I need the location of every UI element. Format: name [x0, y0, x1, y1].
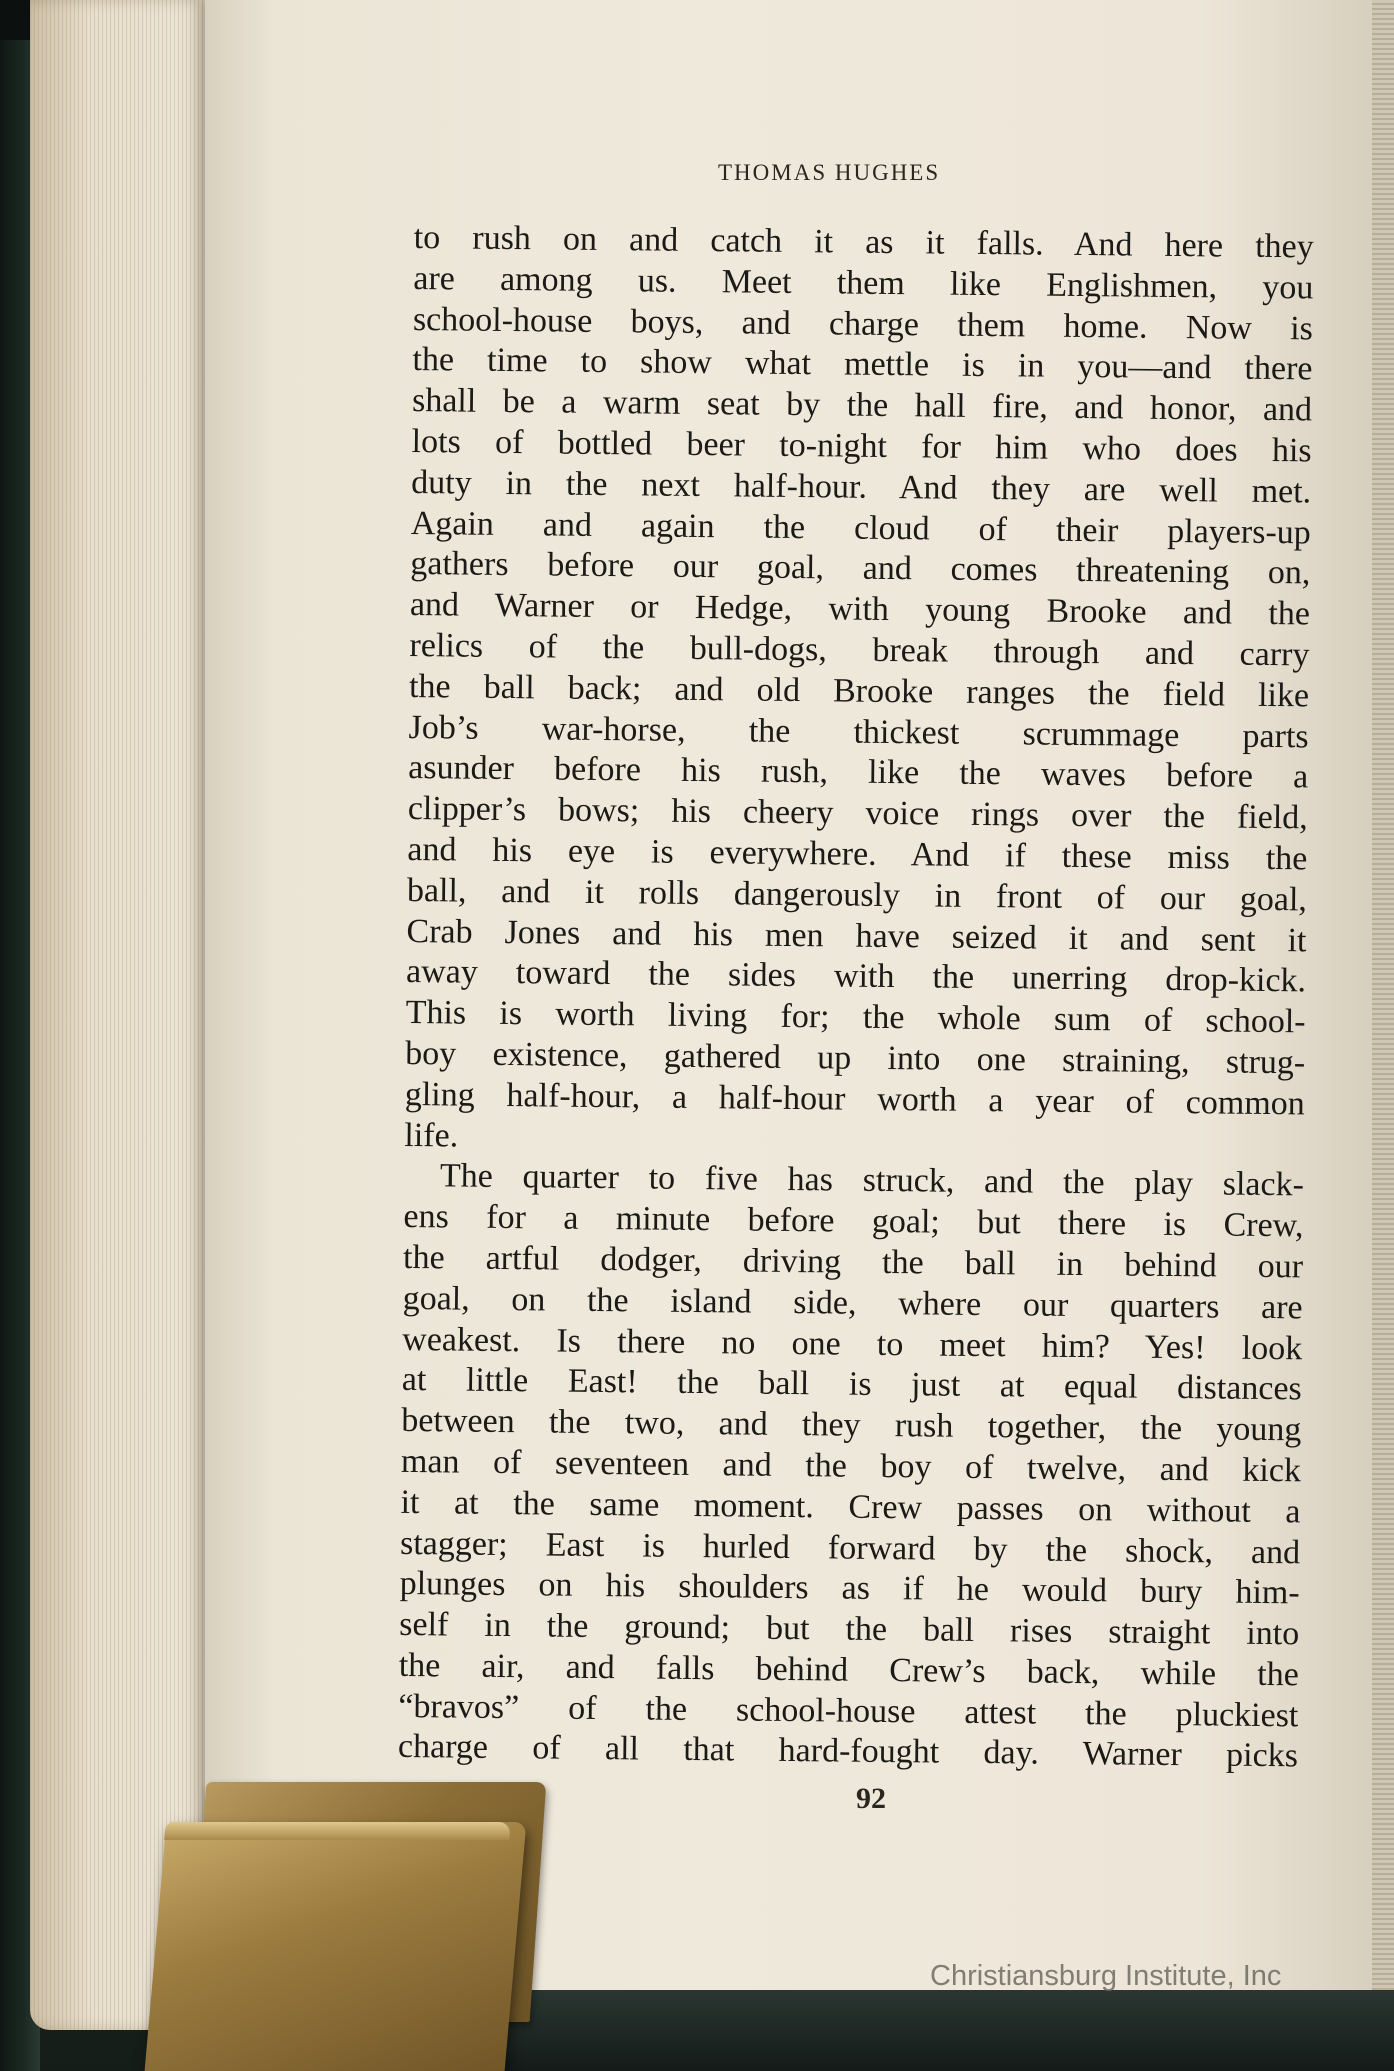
text-line: the ball back; and old Brooke ranges the field like [408, 667, 1310, 715]
bookstand-clip-front [144, 1822, 527, 2071]
text-line: clipper’s bows; his cheery voice rings over the field, [407, 790, 1308, 837]
bookstand-clip-highlight [164, 1822, 511, 1840]
text-line: relics of the bull-dogs, break through and carry [409, 626, 1310, 674]
text-line: self in the ground; but the ball rises straight into [399, 1606, 1300, 1653]
text-line: The quarter to five has struck, and the play slack- [439, 1157, 1305, 1204]
text-line: This is worth living for; the whole sum of school- [405, 994, 1306, 1041]
text-line: and his eye is everywhere. And if these miss the [407, 830, 1308, 878]
text-line: are among us. Meet them like Englishmen, you [413, 259, 1314, 307]
running-head: THOMAS HUGHES [718, 160, 941, 185]
text-line: life. [404, 1116, 459, 1155]
text-line: the artful dodger, driving the ball in behind our [402, 1238, 1304, 1286]
text-line: school-house boys, and charge them home. Now is [412, 300, 1314, 348]
text-line: to rush on and catch it as it falls. And here they [413, 218, 1314, 266]
text-line: the air, and falls behind Crew’s back, while the [398, 1646, 1299, 1694]
text-line: asunder before his rush, like the waves before a [408, 749, 1309, 796]
text-line: man of seventeen and the boy of twelve, and kick [400, 1442, 1302, 1490]
text-line: duty in the next half-hour. And they are well met. [411, 463, 1312, 511]
text-line: charge of all that hard-fought day. Warner picks [397, 1728, 1299, 1775]
text-line: weakest. Is there no one to meet him? Yes! look [402, 1320, 1303, 1367]
text-line: between the two, and they rush together, the young [401, 1402, 1302, 1449]
watermark: Christiansburg Institute, Inc [930, 1960, 1282, 1992]
text-line: Job’s war-horse, the thickest scrummage parts [408, 708, 1309, 755]
text-line: Crab Jones and his men have seized it and sent it [406, 912, 1307, 959]
text-line: stagger; East is hurled forward by the shock, and [399, 1524, 1301, 1571]
text-line: ens for a minute before goal; but there is Crew, [403, 1198, 1304, 1245]
text-line: shall be a warm seat by the hall fire, and honor, and [411, 382, 1313, 429]
text-line: boy existence, gathered up into one straining, strug- [405, 1034, 1306, 1082]
text-line: plunges on his shoulders as if he would bury him- [399, 1565, 1300, 1612]
text-line: gathers before our goal, and comes threatening on, [410, 545, 1311, 592]
right-page-edges [1372, 0, 1394, 2071]
text-line: and Warner or Hedge, with young Brooke and the [409, 586, 1311, 633]
text-line: ball, and it rolls dangerously in front of our goal, [406, 871, 1308, 919]
text-line: lots of bottled beer to-night for him who does his [411, 422, 1312, 470]
text-line: Again and again the cloud of their players-up [410, 504, 1311, 551]
table-surface [480, 1990, 1394, 2071]
page-number: 92 [856, 1782, 886, 1815]
text-line: gling half-hour, a half-hour worth a year of common [404, 1075, 1305, 1123]
text-line: goal, on the island side, where our quarters are [402, 1279, 1303, 1327]
text-line: at little East! the ball is just at equal distances [401, 1361, 1302, 1408]
text-line: the time to show what mettle is in you—and there [412, 341, 1313, 388]
text-line: “bravos” of the school-house attest the pluckiest [398, 1687, 1299, 1735]
text-line: it at the same moment. Crew passes on without a [400, 1483, 1301, 1531]
body-text [398, 218, 1314, 1778]
text-line: away toward the sides with the unerring drop-kick. [405, 953, 1307, 1000]
